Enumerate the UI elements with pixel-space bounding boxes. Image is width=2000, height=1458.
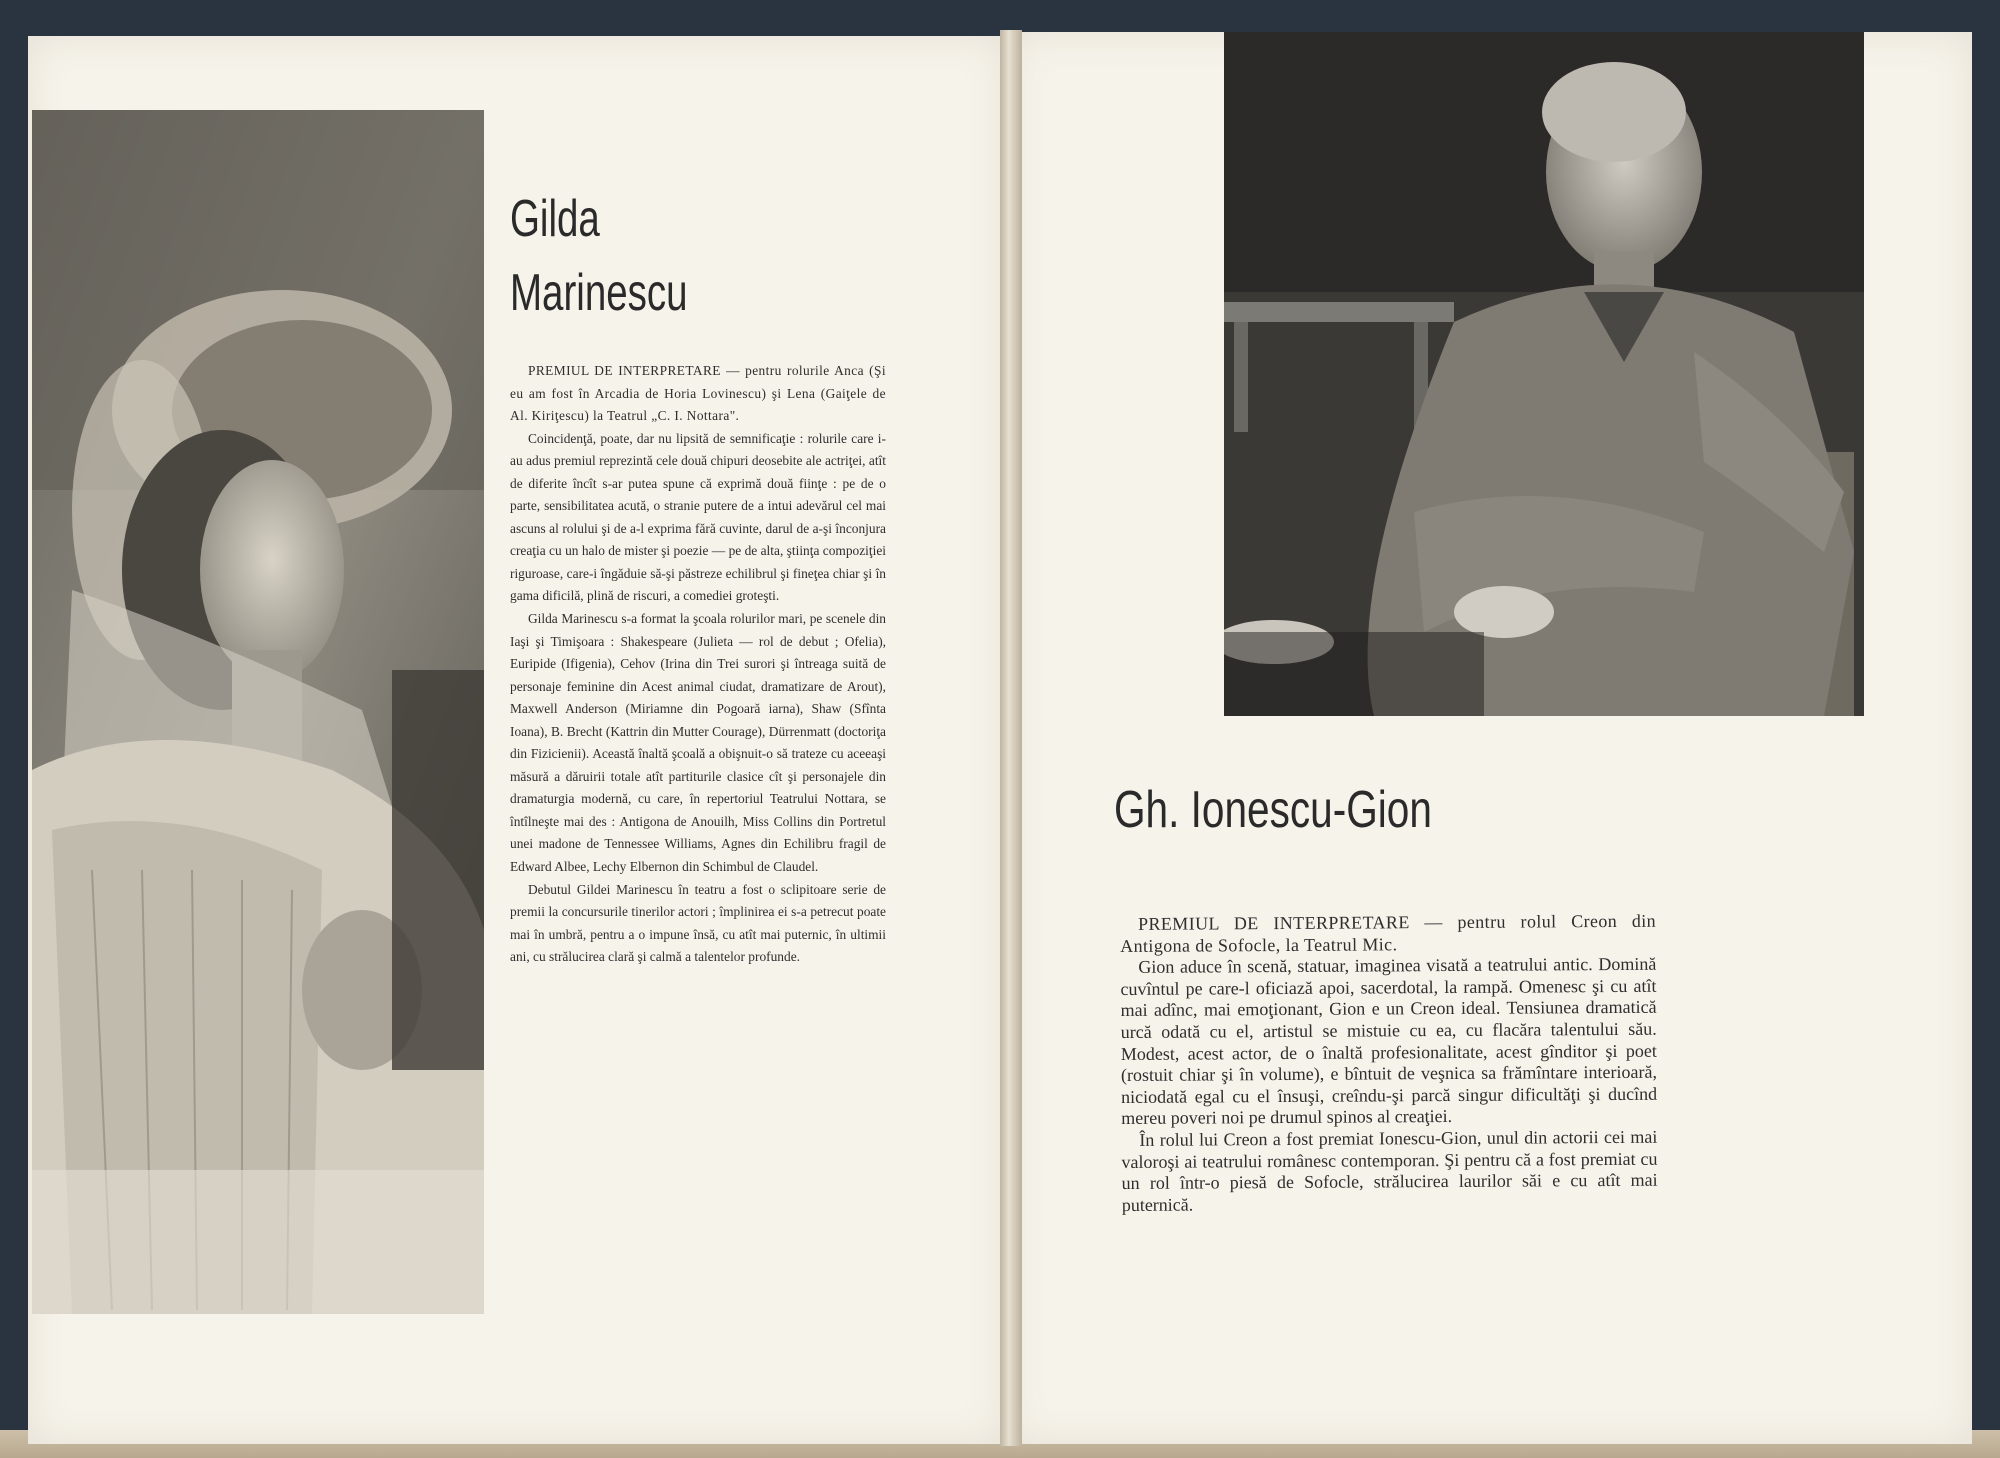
actress-paragraph-4: Debutul Gildei Marinescu în teatru a fost o sclipitoare serie de premii la concursurile tinerilor actori ; împlinirea ei s-a petrecut poate mai în umbră, pentru a o impune însă, cu atît mai puternic, în ultimii ani, cu strălucirea clară şi calmă a talentelor profunde. <box>510 881 886 965</box>
actor-name-heading: Gh. Ionescu-Gion <box>1114 781 1432 839</box>
book-gutter <box>1000 30 1022 1446</box>
actress-paragraph-2: Coincidenţă, poate, dar nu lipsită de semnificaţie : rolurile care i-au adus premiul reprezintă cele două chipuri deosebite ale actriţei, atît de diferite încît s-ar putea spune că exprimă două fiinţe : pe de o parte, sensibilitatea acută, o stranie putere de a intui adevărul cel mai ascuns al rolului şi de a-l exprima fără cuvinte, darul de a-şi înconjura creaţia cu un halo de mister şi poezie — pe de alta, ştiinţa compoziţiei riguroase, care-i îngăduie să-şi păstreze echilibrul şi fineţea chiar şi în gama dificilă, plină de riscuri, a comediei groteşti. <box>510 430 886 604</box>
actor-article-text <box>1120 911 1658 1217</box>
actor-paragraph-2: Gion aduce în scenă, statuar, imaginea visată a teatrului antic. Domină cuvîntul pe care-l oficiază apoi, sacerdotal, la rampă. Omenesc şi cu atît mai adînc, mai emoţionant, Gion e un Creon ideal. Tensiunea dramatică urcă odată cu el, artistul se mistuie cu ea, cu flacăra talentului său. Modest, acest actor, de o înaltă profesionalitate, acest gînditor şi poet (rostuit chiar şi în volume), e bîntuit de veşnica sa frămîntare interioară, niciodată egal cu el însuşi, creîndu-şi parcă singur dificultăţi şi ducînd mereu poveri noi pe drumul spinos al creaţiei. <box>1120 953 1658 1129</box>
actress-name-heading <box>510 182 732 330</box>
actress-first-name: Gilda <box>510 190 600 248</box>
actress-article-text <box>510 360 886 969</box>
actor-paragraph-3: În rolul lui Creon a fost premiat Ionescu-Gion, unul din actorii cei mai valoroşi ai teatrului românesc contemporan. Şi pentru că a fost premiat cu un rol într-o piesă de Sofocle, strălucirea laurilor săi e cu atît mai puternică. <box>1121 1126 1658 1215</box>
actress-portrait-photo <box>32 110 484 1314</box>
actress-last-name: Marinescu <box>510 264 688 322</box>
actor-award-paragraph: PREMIUL DE INTERPRETARE — pentru rolul Creon din Antigona de Sofocle, la Teatrul Mic. <box>1120 910 1657 956</box>
actress-award-paragraph: PREMIUL DE INTERPRETARE — pentru rolurile Anca (Şi eu am fost în Arcadia de Horia Lovinescu) şi Lena (Gaiţele de Al. Kiriţescu) la Teatrul „C. I. Nottara". <box>510 363 886 424</box>
actor-seated-photo <box>1224 32 1864 716</box>
actress-paragraph-3: Gilda Marinescu s-a format la şcoala rolurilor mari, pe scenele din Iaşi şi Timişoara : Shakespeare (Julieta — rol de debut ; Ofelia), Euripide (Ifigenia), Cehov (Irina din Trei surori şi întreaga suită de personaje feminine din Acest animal ciudat, dramatizare de Arout), Maxwell Anderson (Miriamne din Pogoară iarna), Shaw (Sfînta Ioana), B. Brecht (Kattrin din Mutter Courage), Dürrenmatt (doctoriţa din Fizicienii). Această înaltă şcoală a obişnuit-o să trateze cu aceeaşi măsură a dăruirii totale atît partiturile clasice cît şi personajele din dramaturgia modernă, cu care, în repertoriul Teatrului Nottara, se întîlneşte mai des : Antigona de Anouilh, Miss Collins din Portretul unei madone de Tennessee Williams, Agnes din Echilibru fragil de Edward Albee, Lechy Elbernon din Schimbul de Claudel. <box>510 611 886 875</box>
